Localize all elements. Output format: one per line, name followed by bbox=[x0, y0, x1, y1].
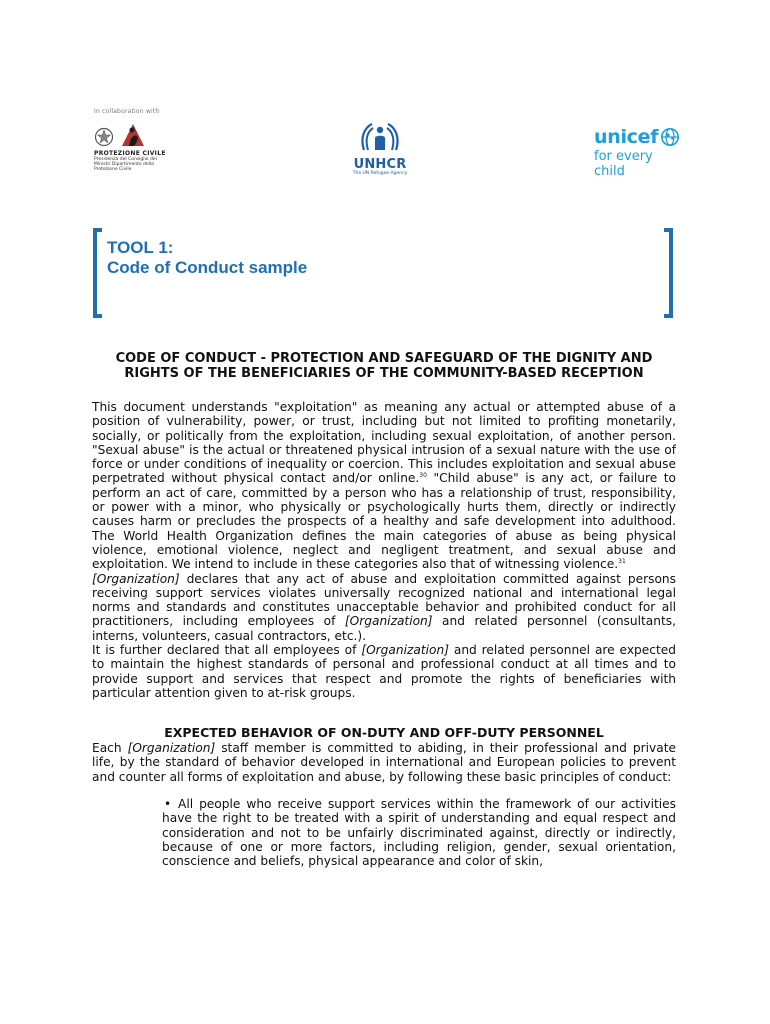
intro-section bbox=[92, 400, 676, 700]
footnote-ref-31: 31 bbox=[618, 558, 626, 566]
expected-behavior-heading: EXPECTED BEHAVIOR OF ON-DUTY AND OFF-DUTY PERSONNEL bbox=[164, 725, 604, 740]
protezione-civile-name: PROTEZIONE CIVILE bbox=[94, 150, 166, 157]
commitment-text-b: staff member is committed to abiding, in their professional and private life, by the standard of behavior developed in international and European policies to prevent and counter all forms of exploitation and abuse, by following these basic principles of conduct: bbox=[92, 741, 676, 784]
tool-title-line1: TOOL 1: bbox=[107, 238, 174, 257]
commitment-text-a: Each bbox=[92, 741, 128, 755]
definitions-text-b: "Child abuse" is any act, or failure to perform an act of care, committed by a person who has a relationship of trust, responsibility, or power with a minor, who physically or psychologically hurts them, directly or indirectly causes harm or precludes the prospects of a healthy and safe development into adulthood. The World Health Organization defines the main categories of abuse as being physical violence, emotional violence, neglect and negligent treatment, and sexual abuse and exploitation. We intend to include in these categories also that of witnessing violence. bbox=[92, 471, 676, 572]
declaration-text-a: declares that any act of abuse and exploitation committed against persons receiving support services violates universally recognized national and international legal norms and standards and constitutes unacceptable behavior and prohibited conduct for all practitioners, including employees of bbox=[92, 571, 676, 629]
unicef-name: unicef bbox=[594, 126, 659, 148]
footnote-ref-30: 30 bbox=[419, 472, 427, 480]
unhcr-name: UNHCR bbox=[353, 157, 407, 172]
tool-title bbox=[107, 238, 307, 278]
standards-text-b: and related personnel are expected to maintain the highest standards of personal and professional conduct at all times and to provide support and services that respect and promote the rights of beneficiaries with particular attention given to at-risk groups. bbox=[92, 643, 676, 700]
tool-title-line2: Code of Conduct sample bbox=[107, 258, 308, 277]
italian-emblem-icon bbox=[94, 126, 114, 148]
unhcr-logo bbox=[350, 120, 410, 180]
unicef-logo bbox=[594, 126, 684, 179]
civil-protection-emblem-icon bbox=[120, 122, 146, 148]
unhcr-subtitle: The UN Refugee Agency bbox=[352, 171, 408, 176]
principles-list bbox=[162, 797, 676, 868]
org-placeholder: [Organization] bbox=[361, 643, 449, 658]
paragraph-commitment bbox=[92, 741, 676, 784]
paragraph-standards bbox=[92, 643, 676, 700]
paragraph-definitions bbox=[92, 400, 676, 572]
collaboration-caption: In collaboration with bbox=[94, 108, 160, 115]
org-placeholder: [Organization] bbox=[127, 741, 216, 755]
protezione-civile-logo bbox=[94, 122, 174, 178]
tool-bracket-left bbox=[93, 228, 102, 318]
tool-bracket-right bbox=[664, 228, 673, 318]
unicef-tagline: for every child bbox=[594, 149, 653, 179]
org-placeholder: [Organization] bbox=[344, 614, 433, 629]
bullet-marker: • bbox=[164, 797, 172, 811]
main-heading: CODE OF CONDUCT - PROTECTION AND SAFEGUARD OF THE DIGNITY AND RIGHTS OF THE BENEFICIARIES OF THE COMMUNITY-BASED RECEPTION bbox=[115, 351, 653, 381]
org-placeholder: [Organization] bbox=[92, 571, 180, 586]
definitions-text-a: This document understands "exploitation" as meaning any actual or attempted abuse of a position of vulnerability, power, or trust, including but not limited to profiting monetarily, socially, or politically from the exploitation, including sexual exploitation, of another person. "Sexual abuse" is the actual or threatened physical intrusion of a sexual nature with the use of force or under conditions of inequality or coercion. This includes exploitation and sexual abuse perpetrated without physical contact and/or online. bbox=[92, 400, 676, 486]
principle-1-text: All people who receive support services within the framework of our activities have the right to be treated with a spirit of understanding and equal respect and consideration and not to be unfairly discriminated against, directly or indirectly, because of one or more factors, including religion, gender, sexual orientation, conscience and beliefs, physical appearance and color of skin, bbox=[162, 797, 676, 869]
protezione-civile-subtitle: Presidenza del Consiglio dei Ministri Dipartimento della Protezione Civile bbox=[94, 157, 157, 172]
paragraph-declaration bbox=[92, 572, 676, 643]
unhcr-hands-icon bbox=[358, 120, 402, 154]
standards-text-a: It is further declared that all employees of bbox=[92, 643, 362, 658]
declaration-text-b: and related personnel (consultants, interns, volunteers, casual contractors, etc.). bbox=[92, 614, 676, 643]
expected-behavior-intro bbox=[92, 741, 676, 784]
unicef-globe-icon bbox=[660, 127, 680, 147]
